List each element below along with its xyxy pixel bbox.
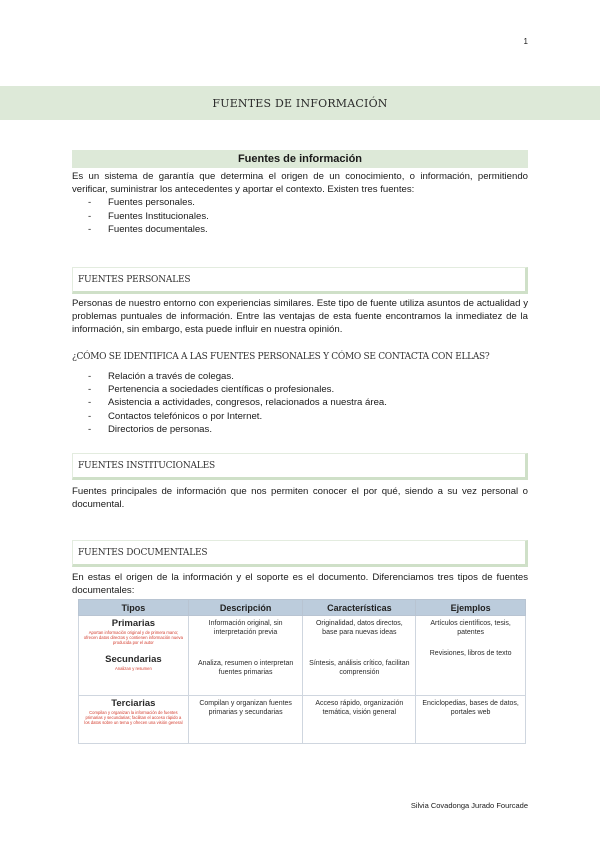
type-note: Compilan y organizan la información de fuentes primarias y secundarias; facilitan el acceso rápido a los datos sobre un tema y ofrecen una visión general — [84, 710, 183, 725]
cell-text: Revisiones, libros de texto — [429, 650, 512, 657]
fuentes-table — [78, 599, 526, 744]
type-cell — [79, 696, 189, 744]
cell-text: Artículos científicos, tesis, patentes — [430, 620, 511, 636]
type-name: Primarias — [111, 618, 156, 629]
table-header-row — [79, 600, 526, 616]
personales-section — [72, 297, 528, 337]
cell-text: Analiza, resumen o interpretan fuentes primarias — [197, 660, 294, 676]
intro-text: Es un sistema de garantía que determina el origen de un conocimiento, o información, permitiendo verificar, suministrar los antecedentes y aportar el contexto. Existen tres fuentes: — [72, 171, 528, 196]
table-header: Tipos — [79, 600, 189, 616]
section-heading-text: FUENTES INSTITUCIONALES — [78, 460, 215, 471]
table-row — [79, 616, 526, 696]
list-item: - Fuentes personales. — [72, 196, 528, 209]
type-name: Terciarias — [111, 698, 156, 709]
table-header: Ejemplos — [416, 600, 526, 616]
list-item: - Asistencia a actividades, congresos, relacionados a nuestra área. — [72, 396, 528, 409]
cell-text: Síntesis, análisis crítico, facilitan comprensión — [309, 660, 410, 676]
table-cell — [303, 616, 416, 696]
table-header: Descripción — [188, 600, 303, 616]
footer-author: Silvia Covadonga Jurado Fourcade — [410, 801, 528, 810]
section-heading-institucionales — [72, 453, 528, 480]
table-header: Características — [303, 600, 416, 616]
list-item: - Directorios de personas. — [72, 423, 528, 436]
table-cell: Acceso rápido, organización temática, visión general — [303, 696, 416, 744]
section-heading-documentales — [72, 540, 528, 567]
type-note: Aportan información original y de primera mano; ofrecen datos directos y contienen información nueva producida por el autor — [83, 630, 183, 645]
document-title: FUENTES DE INFORMACIÓN — [212, 96, 388, 110]
personales-list — [72, 370, 528, 436]
cell-text: Originalidad, datos directos, base para nuevas ideas — [315, 620, 403, 636]
personales-subheading: ¿CÓMO SE IDENTIFICA A LAS FUENTES PERSONALES Y CÓMO SE CONTACTA CON ELLAS? — [72, 352, 490, 362]
intro-heading: Fuentes de información — [72, 150, 528, 168]
type-note: Analizan y resumen — [115, 666, 152, 671]
list-item: - Pertenencia a sociedades científicas o profesionales. — [72, 383, 528, 396]
list-item: - Relación a través de colegas. — [72, 370, 528, 383]
page-number: 1 — [523, 37, 528, 46]
list-item: - Fuentes Institucionales. — [72, 210, 528, 223]
list-item: - Fuentes documentales. — [72, 223, 528, 236]
intro-section — [72, 170, 528, 236]
cell-text: Información original, sin interpretación previa — [208, 620, 283, 636]
table-cell: Enciclopedias, bases de datos, portales web — [416, 696, 526, 744]
documentales-section — [72, 571, 528, 597]
documentales-text: En estas el origen de la información y el soporte es el documento. Diferenciamos tres tipos de fuentes documentales: — [72, 572, 528, 597]
institucionales-text: Fuentes principales de información que nos permiten conocer el por qué, siendo a su vez personal o documental. — [72, 486, 528, 511]
personales-text: Personas de nuestro entorno con experiencias similares. Este tipo de fuente utiliza asuntos de actualidad y problemas puntuales de información. Entre las ventajas de esta fuente encontramos la inmediatez de la información, sin embargo, esta puede influir en nuestra opinión. — [72, 298, 528, 336]
table-cell: Compilan y organizan fuentes primarias y secundarias — [188, 696, 303, 744]
table-cell — [188, 616, 303, 696]
section-heading-text: FUENTES PERSONALES — [78, 274, 191, 285]
document-title-band — [0, 86, 600, 120]
type-cell — [79, 616, 189, 696]
type-name: Secundarias — [105, 654, 162, 665]
table-cell — [416, 616, 526, 696]
section-heading-personales — [72, 267, 528, 294]
institucionales-section — [72, 485, 528, 511]
section-heading-text: FUENTES DOCUMENTALES — [78, 547, 208, 558]
personales-list-wrap — [72, 370, 528, 436]
list-item: - Contactos telefónicos o por Internet. — [72, 410, 528, 423]
intro-list — [72, 196, 528, 236]
table-row — [79, 696, 526, 744]
